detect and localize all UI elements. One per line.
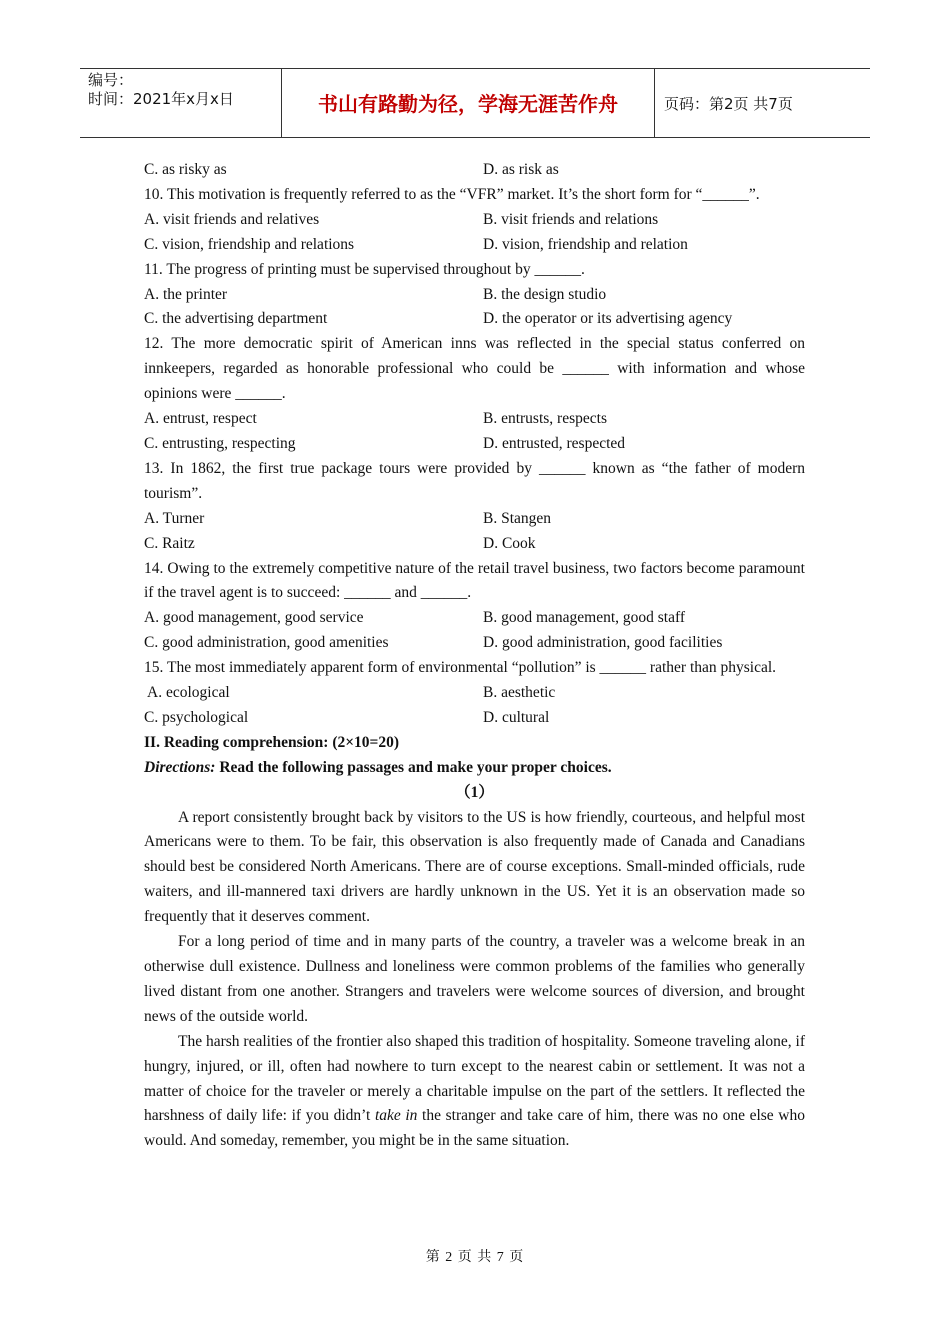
q12-options-ab (144, 407, 805, 432)
document-time-label: 时间：2021年x月x日 (88, 90, 234, 108)
passage-italic-phrase: take in (374, 1107, 418, 1125)
q13-text: 13. In 1862, the first true package tours were provided by ______ known as “the father of modern tourism”. (144, 459, 805, 502)
directions-text: Read the following passages and make your proper choices. (215, 758, 612, 776)
q11-options-ab (144, 283, 805, 308)
q12-option-b: B. entrusts, respects (483, 410, 607, 428)
q12-text: 12. The more democratic spirit of American inns was reflected in the special status conferred on innkeepers, regarded as honorable professional who could be ______ with information and whose opinions were ______. (144, 335, 805, 403)
passage-paragraph-3-part-b: the stranger and take care of him, there was no one else who would. And someday, remember, you might be in the same situation. (144, 1107, 806, 1150)
q14-options-ab (144, 606, 805, 631)
q10-option-d: D. vision, friendship and relation (483, 235, 688, 253)
q15-options-ab (144, 681, 805, 706)
q12-option-d: D. entrusted, respected (483, 434, 626, 452)
q15-options-cd (144, 706, 805, 731)
q14-option-c: C. good administration, good amenities (144, 634, 389, 652)
q10-text: 10. This motivation is frequently referred to as the “VFR” market. It’s the short form for “______”. (144, 185, 760, 203)
q11-text: 11. The progress of printing must be supervised throughout by ______. (144, 260, 585, 278)
q10-options-ab (144, 208, 805, 233)
q13-option-b: B. Stangen (483, 509, 552, 527)
header-divider-right (654, 69, 655, 137)
page-header (80, 68, 870, 138)
q14-options-cd (144, 631, 805, 656)
passage-number: （1） (455, 783, 494, 801)
q15-option-c: C. psychological (144, 708, 249, 726)
q11-options-cd (144, 307, 805, 332)
directions (144, 756, 805, 781)
document-number-label: 编号： (88, 71, 134, 89)
q10-option-a: A. visit friends and relatives (144, 210, 320, 228)
header-motto: 书山有路勤为径，学海无涯苦作舟 (318, 92, 618, 116)
q11-option-b: B. the design studio (483, 285, 607, 303)
q13-options-ab (144, 507, 805, 532)
q12-option-c: C. entrusting, respecting (144, 434, 296, 452)
q11-option-c: C. the advertising department (144, 310, 328, 328)
header-meta (88, 71, 280, 109)
q14-option-b: B. good management, good staff (483, 609, 686, 627)
passage-paragraph-3 (144, 1030, 805, 1155)
q13-options-cd (144, 532, 805, 557)
q11-option-a: A. the printer (144, 285, 228, 303)
q13-option-d: D. Cook (483, 534, 536, 552)
document-body (144, 158, 805, 1154)
directions-label: Directions: (144, 758, 216, 776)
q15-option-a: A. ecological (144, 684, 230, 702)
q14-option-d: D. good administration, good facilities (483, 634, 723, 652)
q12-options-cd (144, 432, 805, 457)
section-title: II. Reading comprehension: (2×10=20) (144, 733, 400, 751)
q10-option-c: C. vision, friendship and relations (144, 235, 355, 253)
q9-option-d: D. as risk as (483, 161, 559, 178)
q9-options-cd (144, 158, 805, 183)
q15-option-d: D. cultural (483, 708, 550, 726)
q9-option-c: C. as risky as (144, 161, 227, 178)
q15-text: 15. The most immediately apparent form of environmental “pollution” is ______ rather than physical. (144, 659, 777, 677)
q13-option-c: C. Raitz (144, 534, 195, 552)
passage-paragraph-2: For a long period of time and in many parts of the country, a traveler was a welcome break in an otherwise dull existence. Dullness and loneliness were common problems of the families who generally lived distant from one another. Strangers and travelers were welcome sources of diversion, and brought news of the outside world. (144, 933, 805, 1025)
q15-option-b: B. aesthetic (483, 684, 556, 702)
q14-option-a: A. good management, good service (144, 609, 364, 627)
q12-option-a: A. entrust, respect (144, 410, 257, 428)
passage-paragraph-1: A report consistently brought back by visitors to the US is how friendly, courteous, and helpful most Americans were to them. To be fair, this observation is also frequently made of Canada and Canadians should best be considered North Americans. There are of course exceptions. Small-minded officials, rude waiters, and ill-mannered taxi drivers are hardly unknown in the US. Yet it is an observation made so frequently that it deserves comment. (144, 808, 805, 926)
passage-paragraph-3-part-a: The harsh realities of the frontier also shaped this tradition of hospitality. Someone traveling alone, if hungry, injured, or ill, often had nowhere to turn except to the nearest cabin or settlement. It was not a matter of choice for the traveler or merely a charitable impulse on the part of the settlers. It reflected the harshness of daily life: if you didn’t (144, 1032, 806, 1125)
q10-option-b: B. visit friends and relations (483, 210, 659, 228)
page-footer: 第 2 页 共 7 页 (425, 1250, 525, 1265)
q10-options-cd (144, 233, 805, 258)
q11-option-d: D. the operator or its advertising agency (483, 310, 733, 328)
q14-text: 14. Owing to the extremely competitive nature of the retail travel business, two factors become paramount if the travel agent is to succeed: ______ and ______. (144, 559, 805, 602)
q13-option-a: A. Turner (144, 509, 205, 527)
header-page-code: 页码：第2页 共7页 (664, 95, 793, 113)
